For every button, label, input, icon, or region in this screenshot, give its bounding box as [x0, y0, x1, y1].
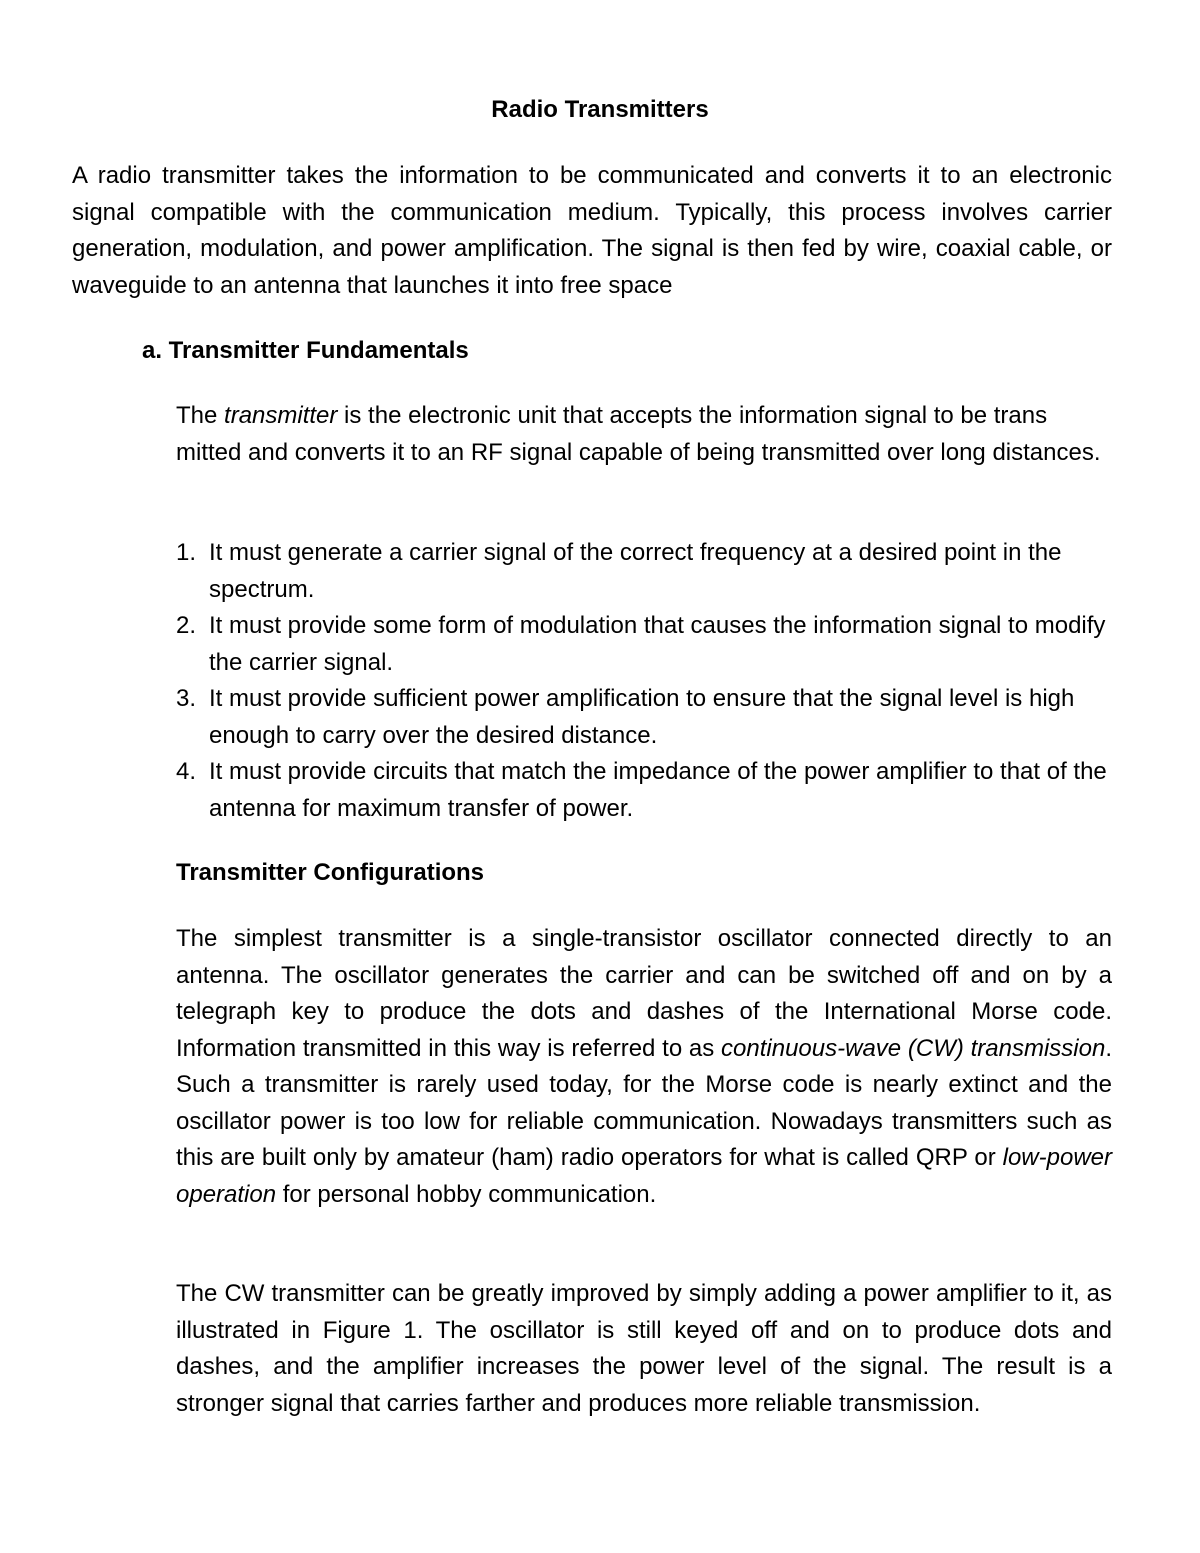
list-item-text: It must generate a carrier signal of the correct frequency at a desired point in the spectrum. — [209, 539, 1062, 603]
configurations-text-3: for personal hobby communication. — [276, 1180, 657, 1208]
section-heading-fundamentals: a. Transmitter Fundamentals — [142, 337, 469, 364]
list-item-number: 4. — [176, 758, 197, 785]
configurations-paragraph-1 — [176, 921, 1112, 1213]
list-item-text: It must provide sufficient power amplification to ensure that the signal level is high enough to carry over the desired distance. — [209, 685, 1075, 749]
fundamentals-text-1: The — [176, 402, 225, 429]
cw-term: continuous-wave (CW) transmission — [721, 1034, 1106, 1062]
list-item-number: 1. — [176, 539, 197, 566]
list-item-text: It must provide some form of modulation that causes the information signal to modify the carrier signal. — [209, 612, 1106, 676]
intro-paragraph: A radio transmitter takes the information to be communicated and converts it to an electronic signal compatible with the communication medium. Typically, this process involves carrier generation, modulation, and power amplification. The signal is then fed by wire, coaxial cable, or waveguide to an antenna that launches it into free space — [72, 162, 1112, 299]
fundamentals-text-2: is the electronic unit that accepts the information signal to be trans mitted and converts it to an RF signal capable of being transmitted over long distances. — [176, 402, 1101, 466]
list-item — [176, 535, 1128, 608]
configurations-text-2: . Such a transmitter is rarely used today, for the Morse code is nearly extinct and the oscillator power is too low for reliable communication. Nowadays transmitters such as this are built only by amateur (ham) radio operators for what is called QRP or — [176, 1034, 1112, 1171]
fundamentals-term: transmitter — [224, 402, 338, 429]
low-power-term: low-power operation — [176, 1144, 1112, 1208]
fundamentals-paragraph — [176, 398, 1112, 471]
configurations-paragraph-2: The CW transmitter can be greatly improved by simply adding a power amplifier to it, as illustrated in Figure 1. The oscillator is still keyed off and on to produce dots and dashes, and the amplifier increases the power level of the signal. The result is a stronger signal that carries farther and produces more reliable transmission. — [176, 1280, 1112, 1417]
page-title: Radio Transmitters — [491, 96, 709, 123]
list-item-number: 3. — [176, 685, 197, 712]
list-item — [176, 681, 1128, 754]
list-item-number: 2. — [176, 612, 197, 639]
list-item — [176, 608, 1128, 681]
section-heading-configurations: Transmitter Configurations — [176, 859, 485, 886]
list-item — [176, 754, 1128, 827]
list-item-text: It must provide circuits that match the impedance of the power amplifier to that of the antenna for maximum transfer of power. — [209, 758, 1107, 822]
requirements-list — [176, 535, 1128, 827]
configurations-text-1: The simplest transmitter is a single-transistor oscillator connected directly to an antenna. The oscillator generates the carrier and can be switched off and on by a telegraph key to produce the dots and dashes of the International Morse code. Information transmitted in this way is referred to as — [176, 925, 1112, 1062]
